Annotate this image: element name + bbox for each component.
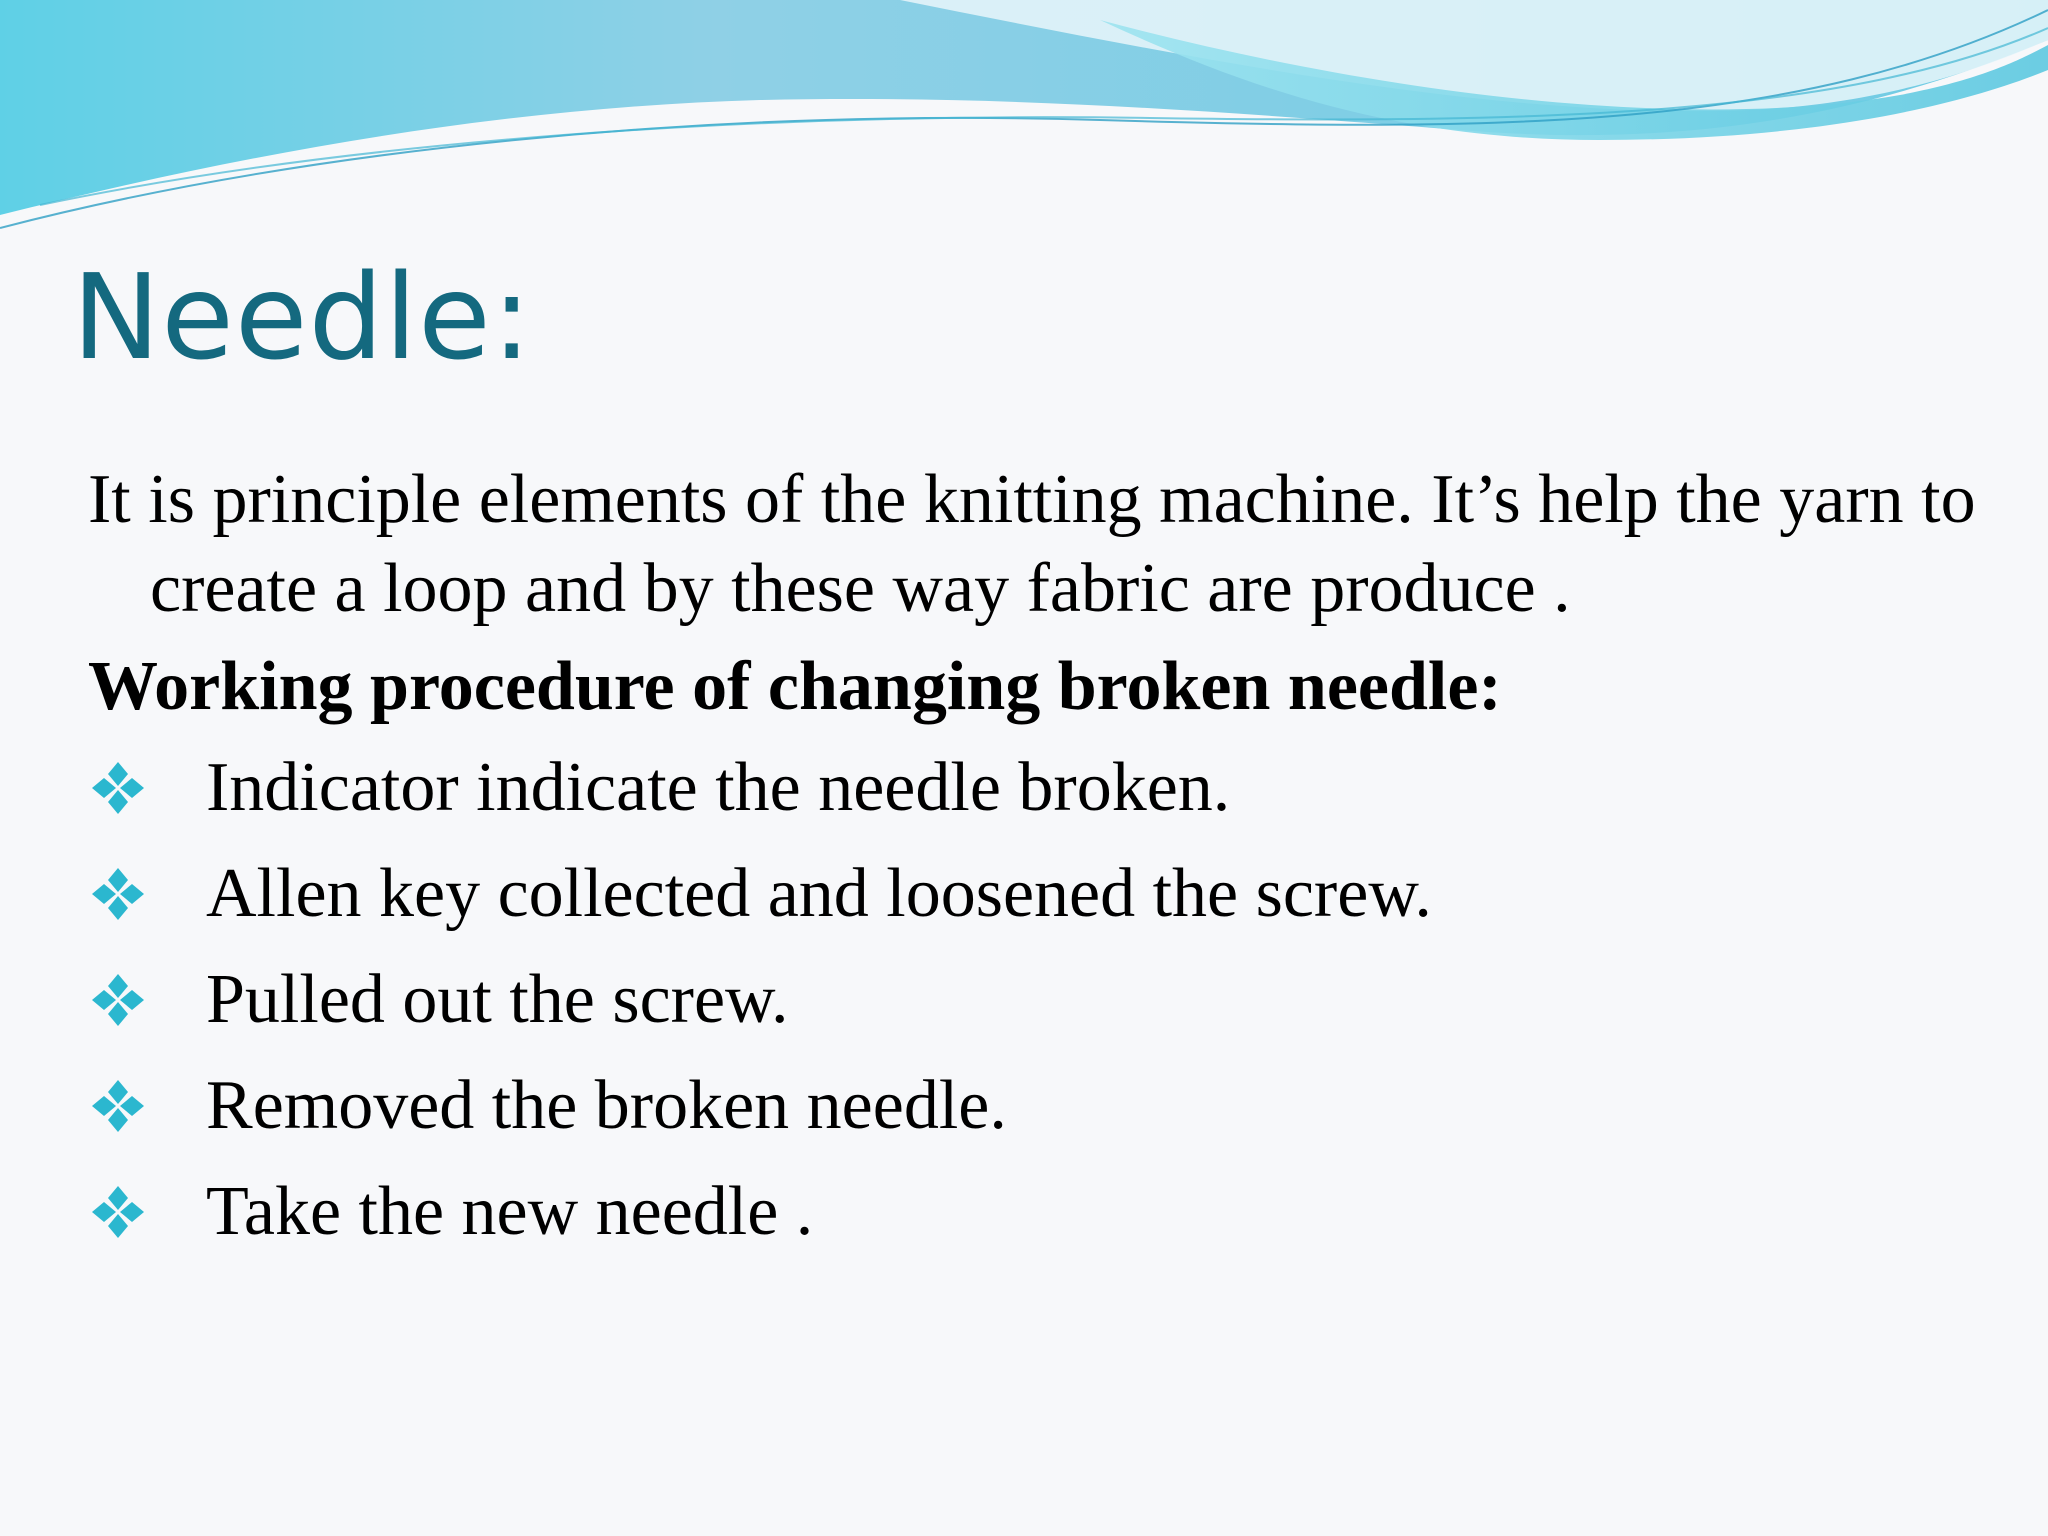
procedure-steps-list xyxy=(88,735,1988,1265)
four-diamond-bullet-icon xyxy=(88,1076,206,1136)
slide-title: Needle: xyxy=(72,248,533,386)
list-item xyxy=(88,735,1988,841)
four-diamond-bullet-icon xyxy=(88,1182,206,1242)
four-diamond-bullet-icon xyxy=(88,864,206,924)
intro-paragraph: It is principle elements of the knitting machine. It’s help the yarn to create a loop and by these way fabric are produce . xyxy=(88,461,1976,627)
step-text: Allen key collected and loosened the screw. xyxy=(206,855,1432,932)
step-text: Indicator indicate the needle broken. xyxy=(206,749,1231,826)
step-text: Removed the broken needle. xyxy=(206,1067,1007,1144)
list-item xyxy=(88,1159,1988,1265)
list-item xyxy=(88,841,1988,947)
step-text: Pulled out the screw. xyxy=(206,961,789,1038)
header-wave-decoration xyxy=(0,0,2048,240)
list-item xyxy=(88,1053,1988,1159)
slide-body xyxy=(88,455,1988,1265)
four-diamond-bullet-icon xyxy=(88,758,206,818)
procedure-heading: Working procedure of changing broken needle: xyxy=(88,648,1502,725)
list-item xyxy=(88,947,1988,1053)
four-diamond-bullet-icon xyxy=(88,970,206,1030)
step-text: Take the new needle . xyxy=(206,1173,814,1250)
